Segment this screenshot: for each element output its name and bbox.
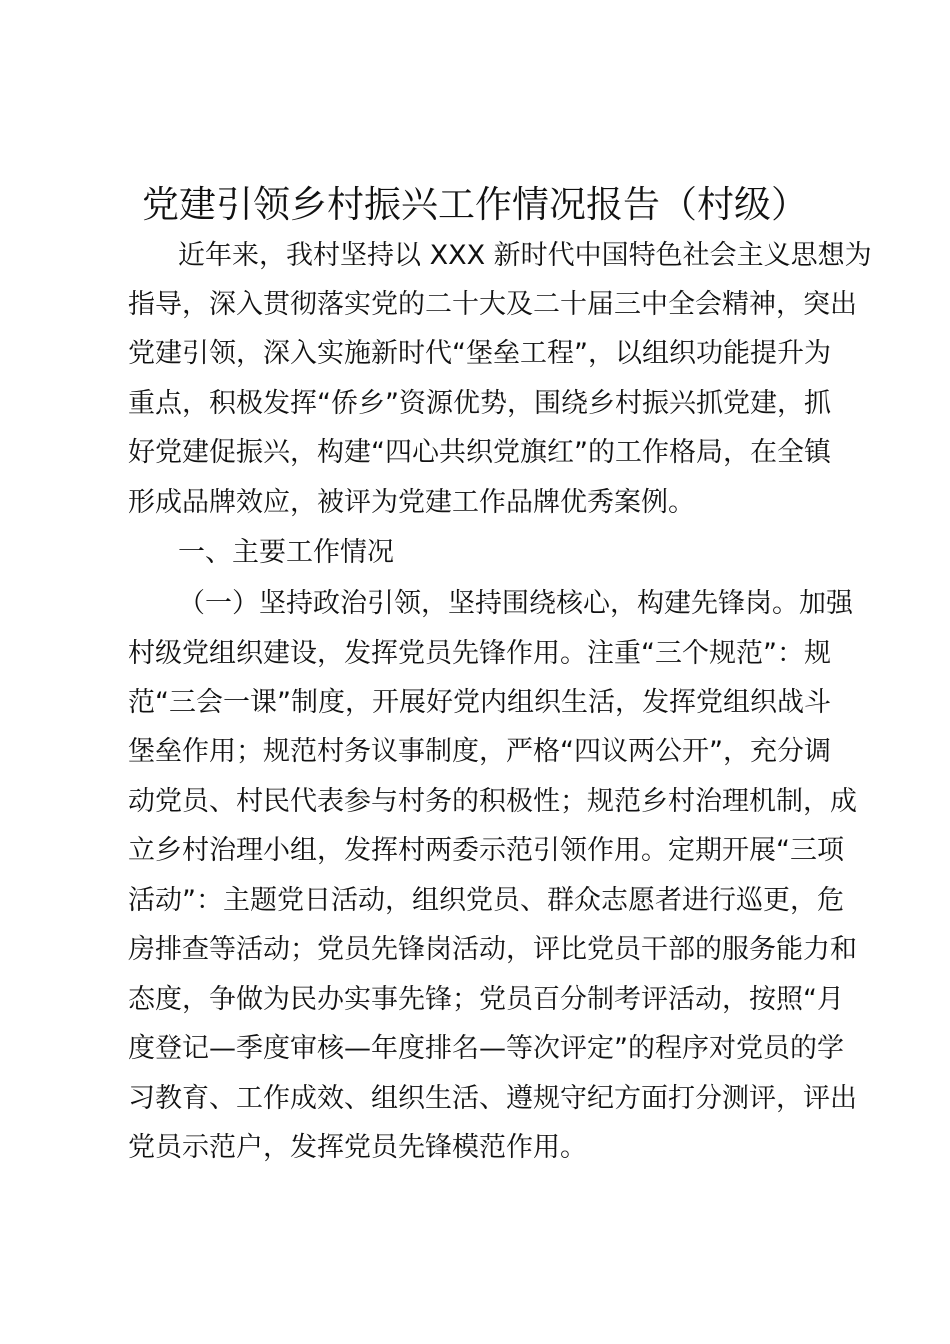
paragraph-1-line: 重点，积极发挥“侨乡”资源优势，围绕乡村振兴抓党建，抓 bbox=[128, 388, 831, 419]
paragraph-2-line: 党员示范户，发挥党员先锋模范作用。 bbox=[128, 1132, 587, 1163]
paragraph-2-line: 房排查等活动；党员先锋岗活动，评比党员干部的服务能力和 bbox=[128, 934, 857, 965]
paragraph-1-line: 党建引领，深入实施新时代“堡垒工程”，以组织功能提升为 bbox=[128, 338, 831, 369]
paragraph-2-line: 立乡村治理小组，发挥村两委示范引领作用。定期开展“三项 bbox=[128, 835, 844, 866]
paragraph-1-line: 好党建促振兴，构建“四心共织党旗红”的工作格局，在全镇 bbox=[128, 437, 831, 468]
paragraph-2-line: （一）坚持政治引领，坚持围绕核心，构建先锋岗。加强 bbox=[178, 588, 853, 619]
paragraph-2-line: 范“三会一课”制度，开展好党内组织生活，发挥党组织战斗 bbox=[128, 687, 831, 718]
paragraph-2-line: 态度，争做为民办实事先锋；党员百分制考评活动，按照“月 bbox=[128, 984, 844, 1015]
section-heading: 一、主要工作情况 bbox=[178, 537, 394, 568]
paragraph-2-line: 动党员、村民代表参与村务的积极性；规范乡村治理机制，成 bbox=[128, 786, 857, 817]
paragraph-1-line: 近年来，我村坚持以 XXX 新时代中国特色社会主义思想为 bbox=[178, 240, 872, 271]
paragraph-2-line: 活动”：主题党日活动，组织党员、群众志愿者进行巡更，危 bbox=[128, 885, 844, 916]
document-title: 党建引领乡村振兴工作情况报告（村级） bbox=[142, 183, 808, 226]
paragraph-2-line: 度登记—季度审核—年度排名—等次评定”的程序对党员的学 bbox=[128, 1033, 844, 1064]
paragraph-1-line: 形成品牌效应，被评为党建工作品牌优秀案例。 bbox=[128, 487, 695, 518]
paragraph-2-line: 堡垒作用；规范村务议事制度，严格“四议两公开”，充分调 bbox=[128, 736, 831, 767]
paragraph-1-line: 指导，深入贯彻落实党的二十大及二十届三中全会精神，突出 bbox=[128, 289, 857, 320]
paragraph-2-line: 习教育、工作成效、组织生活、遵规守纪方面打分测评，评出 bbox=[128, 1083, 857, 1114]
paragraph-2-line: 村级党组织建设，发挥党员先锋作用。注重“三个规范”：规 bbox=[128, 638, 831, 669]
